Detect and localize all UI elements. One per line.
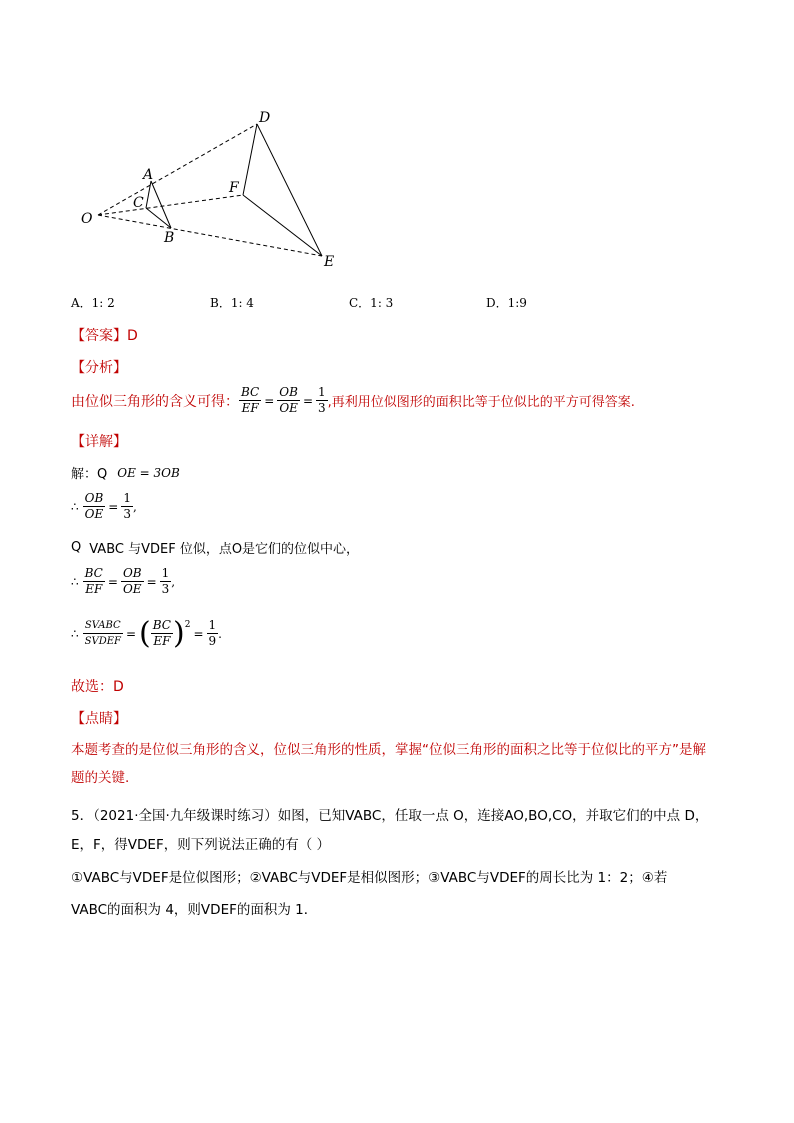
analysis-suffix: ,再利用位似图形的面积比等于位似比的平方可得答案. xyxy=(327,395,635,410)
label-O: O xyxy=(81,211,93,227)
segment-AB xyxy=(151,181,171,228)
answer-line xyxy=(71,325,138,345)
left-paren: ( xyxy=(139,615,151,651)
equals-sign: = xyxy=(264,393,275,408)
option-c: C．1: 3 xyxy=(349,296,394,310)
detail-choice: 故选：D xyxy=(71,679,124,695)
detail-line-1 xyxy=(71,463,180,482)
right-paren: ) xyxy=(172,615,185,651)
fraction-area-ratio: $\frac{\text{SVABC}}{\text{SVDEF}}$ xyxy=(84,620,121,647)
label-C: C xyxy=(133,195,144,211)
question5-line-4: VABC的面积为 4，则VDEF的面积为 1． xyxy=(71,902,318,918)
label-F: F xyxy=(229,180,239,196)
segment-FE xyxy=(243,195,322,256)
option-d: D．1:9 xyxy=(486,296,527,310)
fraction-bc-ef: $\frac{BC}{EF}$ xyxy=(241,385,260,415)
option-a: A．1: 2 xyxy=(71,296,115,310)
label-E: E xyxy=(324,254,335,270)
comma-2: , xyxy=(171,574,176,589)
comment-line-1: 本题考查的是位似三角形的含义，位似三角形的性质，掌握“位似三角形的面积之比等于位似比的平方”是解 xyxy=(71,742,706,758)
period: . xyxy=(218,626,222,641)
fraction-one-third-3: $\frac{1}{3}$ xyxy=(161,566,170,596)
therefore-symbol-3: ∴ xyxy=(71,626,79,641)
comment-line-2: 题的关键. xyxy=(71,770,130,786)
fraction-ob-oe-3: $\frac{OB}{OE}$ xyxy=(122,566,142,596)
fraction-bc-ef-3: $\frac{BC}{EF}$ xyxy=(152,618,171,648)
fraction-one-third-2: $\frac{1}{3}$ xyxy=(123,491,131,521)
equals-sign-5: = xyxy=(146,574,157,589)
detail-heading: 【详解】 xyxy=(71,434,127,450)
fraction-ob-oe: $\frac{OB}{OE}$ xyxy=(279,385,298,415)
comment-heading: 【点睛】 xyxy=(71,711,127,727)
question5-line-1: 5．（2021·全国·九年级课时练习）如图，已知VABC，任取一点 O，连接AO,BO,CO，并取它们的中点 D， xyxy=(71,808,709,824)
because-symbol: Q xyxy=(71,540,82,555)
therefore-symbol-2: ∴ xyxy=(71,574,79,589)
therefore-symbol: ∴ xyxy=(71,499,79,514)
fraction-ob-oe-2: $\frac{OB}{OE}$ xyxy=(84,491,104,521)
detail-line-5 xyxy=(71,615,222,651)
detail-homothety-statement: VABC 与VDEF 位似，点O是它们的位似中心， xyxy=(89,542,360,557)
segment-AC xyxy=(146,181,151,208)
exponent: 2 xyxy=(184,619,191,630)
dashed-line-OF xyxy=(98,195,243,215)
label-D: D xyxy=(259,110,271,126)
equals-sign-6: = xyxy=(125,626,137,641)
dashed-line-OE xyxy=(98,215,322,256)
detail-line-2 xyxy=(71,491,137,522)
detail-line-4 xyxy=(71,566,175,597)
fraction-one-ninth: $\frac{1}{9}$ xyxy=(208,618,217,648)
equals-sign-3: = xyxy=(108,499,119,514)
analysis-prefix: 由位似三角形的含义可得： xyxy=(71,393,239,410)
label-A: A xyxy=(143,167,154,183)
dashed-line-OD xyxy=(98,124,257,215)
analysis-line xyxy=(71,385,635,416)
fraction-bc-ef-2: $\frac{BC}{EF}$ xyxy=(84,566,103,596)
equals-sign-4: = xyxy=(107,574,118,589)
option-b: B．1: 4 xyxy=(210,296,254,310)
detail-given-prefix: 解：Q xyxy=(71,467,108,482)
equals-sign-2: = xyxy=(302,393,314,408)
equals-sign-7: = xyxy=(193,626,204,641)
question5-line-2: E，F，得VDEF，则下列说法正确的有（ ） xyxy=(71,837,331,853)
question5-line-3: ①VABC与VDEF是位似图形；②VABC与VDEF是相似图形；③VABC与VDEF的周长比为 1：2；④若 xyxy=(71,870,668,886)
segment-DF xyxy=(243,124,257,195)
answer-heading: 【答案】 xyxy=(71,328,127,344)
fraction-one-third: $\frac{1}{3}$ xyxy=(318,385,326,415)
answer-value: D xyxy=(127,328,138,344)
detail-line-3 xyxy=(71,538,359,557)
label-B: B xyxy=(164,230,175,246)
segment-DE xyxy=(257,124,322,256)
detail-given-equation: OE = 3OB xyxy=(117,465,180,480)
geometry-figure xyxy=(70,100,350,275)
analysis-heading: 【分析】 xyxy=(71,360,127,376)
comma: , xyxy=(133,499,137,514)
